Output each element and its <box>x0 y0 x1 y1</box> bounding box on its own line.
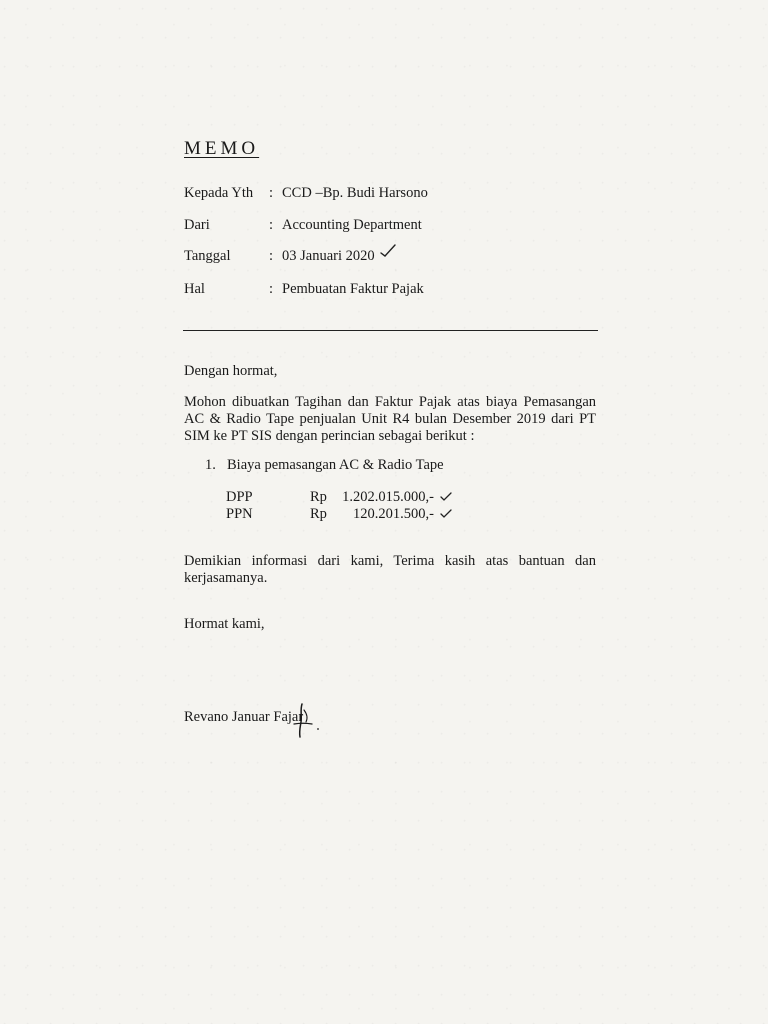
field-label: Hal <box>184 281 205 297</box>
field-subject <box>184 281 424 298</box>
amount-row-ppn <box>226 506 452 523</box>
memo-title: MEMO <box>184 138 260 159</box>
field-label: Dari <box>184 217 210 233</box>
amount-currency: Rp <box>310 489 327 505</box>
list-text: Biaya pemasangan AC & Radio Tape <box>227 457 444 473</box>
field-date <box>184 248 375 265</box>
header-divider <box>183 330 598 331</box>
field-colon: : <box>269 185 274 201</box>
signature-mark-icon <box>286 700 326 740</box>
field-value: 03 Januari 2020 <box>282 248 375 264</box>
amount-row-dpp <box>226 489 452 506</box>
amount-label: DPP <box>226 489 253 505</box>
list-item <box>205 457 444 474</box>
sign-off: Hormat kami, <box>184 616 265 632</box>
checkmark-icon <box>440 492 452 501</box>
amount-label: PPN <box>226 506 253 522</box>
amount-value: 120.201.500,- <box>353 506 434 522</box>
field-label: Kepada Yth <box>184 185 254 201</box>
amount-value: 1.202.015.000,- <box>342 489 434 505</box>
field-recipient <box>184 185 428 202</box>
amount-currency: Rp <box>310 506 327 522</box>
intro-paragraph: Mohon dibuatkan Tagihan dan Faktur Pajak atas biaya Pemasangan AC & Radio Tape penjualan Unit R4 bulan Desember 2019 dari PT SIM ke PT SIS dengan perincian sebagai berikut : <box>184 394 596 444</box>
signer-name: Revano Januar Fajar <box>184 709 304 725</box>
field-value: CCD –Bp. Budi Harsono <box>282 185 428 201</box>
field-value: Pembuatan Faktur Pajak <box>282 281 424 297</box>
field-colon: : <box>269 217 274 233</box>
checkmark-icon <box>380 244 396 258</box>
field-value: Accounting Department <box>282 217 422 233</box>
field-sender <box>184 217 422 234</box>
field-label: Tanggal <box>184 248 231 264</box>
field-colon: : <box>269 248 274 264</box>
list-number: 1. <box>205 457 216 473</box>
field-colon: : <box>269 281 274 297</box>
closing-paragraph: Demikian informasi dari kami, Terima kasih atas bantuan dan kerjasamanya. <box>184 553 596 586</box>
checkmark-icon <box>440 509 452 518</box>
greeting: Dengan hormat, <box>184 363 278 379</box>
